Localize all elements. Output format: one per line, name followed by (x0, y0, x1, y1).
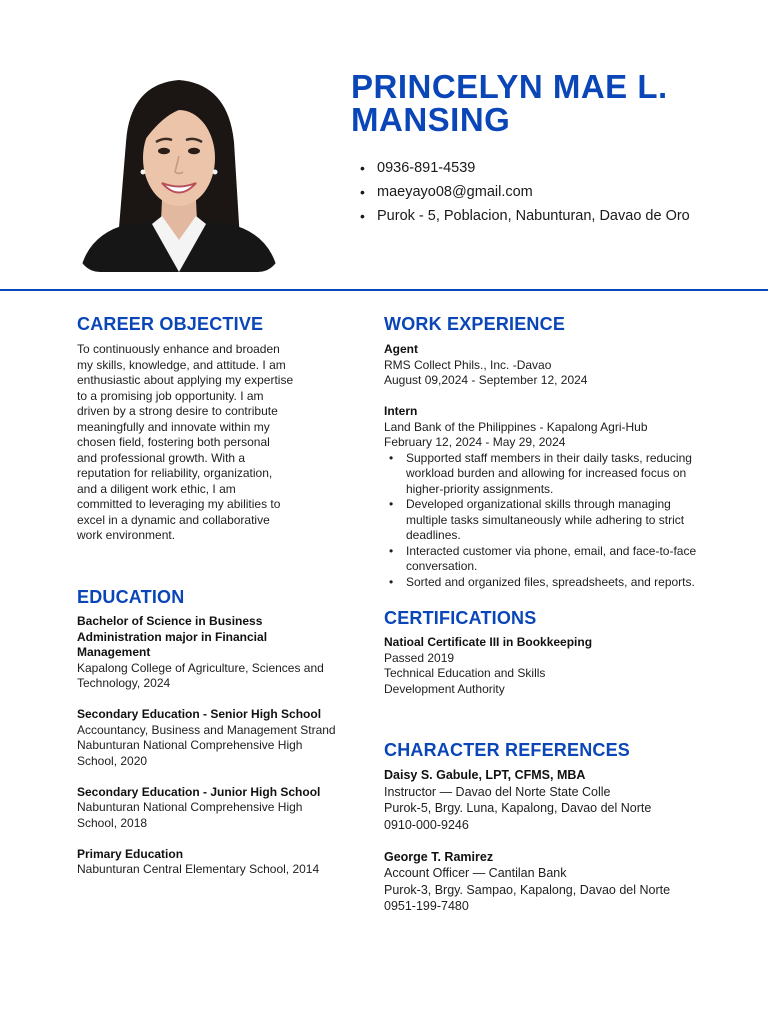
job-dates: February 12, 2024 - May 29, 2024 (384, 435, 566, 449)
education-details: Nabunturan National Comprehensive High School, 2018 (77, 800, 303, 830)
certification-entry (384, 635, 593, 697)
reference-position: Account Officer — Cantilan Bank (384, 866, 567, 880)
career-objective-text: To continuously enhance and broaden my skills, knowledge, and attitude. I am enthusiastic about applying my expertise to a promising job opportunity. I am driven by a strong desire to contribute meaningfully and innovate within my chosen field, fostering both personal and professional growth. With a reputation for reliability, organization, and a diligent work ethic, I am committed to leveraging my abilities to excel in a dynamic and collaborative work environment. (77, 342, 294, 542)
reference-phone: 0910-000-9246 (384, 817, 469, 832)
profile-photo (78, 72, 280, 272)
reference-address: Purok-3, Brgy. Sampao, Kapalong, Davao del Norte (384, 882, 671, 897)
reference-phone: 0951-199-7480 (384, 899, 469, 913)
education-heading: EDUCATION (77, 587, 185, 607)
job-role: Agent (384, 342, 418, 356)
certifications-heading: CERTIFICATIONS (384, 608, 537, 628)
job-duty: • Sorted and organized files, spreadsheets, and reports. (384, 575, 714, 591)
education-entry (77, 785, 339, 832)
job-duty: • Supported staff members in their daily tasks, reducing workload burden and allowing for increased focus on higher-priority assignments. (384, 451, 714, 498)
education-degree: Secondary Education - Senior High School (77, 707, 322, 721)
job-company: RMS Collect Phils., Inc. -Davao (384, 357, 552, 372)
education-details: Kapalong College of Agriculture, Sciences and Technology, 2024 (77, 660, 324, 690)
job-role: Intern (384, 404, 418, 418)
references-heading: CHARACTER REFERENCES (384, 740, 631, 760)
education-degree: Bachelor of Science in Business Administration major in Financial Management (77, 614, 268, 659)
reference-address: Purok-5, Brgy. Luna, Kapalong, Davao del Norte (384, 801, 652, 815)
job-duties (384, 451, 714, 591)
job-dates: August 09,2024 - September 12, 2024 (384, 373, 588, 387)
contact-list (358, 156, 718, 228)
education-degree: Primary Education (77, 846, 184, 861)
job-duty: • Developed organizational skills through managing multiple tasks simultaneously while adhering to strict deadlines. (384, 497, 714, 544)
education-entry (77, 847, 339, 878)
certification-issuer: Technical Education and Skills Development Authority (384, 666, 546, 696)
job-entry (384, 342, 714, 389)
career-objective-heading: CAREER OBJECTIVE (77, 314, 264, 334)
home-address: • Purok - 5, Poblacion, Nabunturan, Davao de Oro (358, 204, 718, 228)
education-degree: Secondary Education - Junior High School (77, 784, 321, 799)
reference-name: Daisy S. Gabule, LPT, CFMS, MBA (384, 768, 586, 782)
education-entry (77, 614, 339, 692)
certification-name: Natioal Certificate III in Bookkeeping (384, 635, 593, 649)
education-entry (77, 707, 339, 769)
references-list (384, 767, 724, 915)
reference-entry (384, 849, 724, 915)
education-details: Accountancy, Business and Management Strand Nabunturan National Comprehensive High School, 2020 (77, 722, 336, 768)
phone-number: • 0936-891-4539 (358, 156, 718, 180)
reference-entry (384, 767, 724, 833)
job-company: Land Bank of the Philippines - Kapalong Agri-Hub (384, 419, 648, 434)
education-details: Nabunturan Central Elementary School, 2014 (77, 862, 320, 876)
work-experience-heading: WORK EXPERIENCE (384, 314, 566, 334)
name-line-2: MANSING (351, 101, 511, 138)
header-divider (0, 289, 768, 291)
reference-position: Instructor — Davao del Norte State Colle (384, 784, 611, 799)
certification-status: Passed 2019 (384, 650, 455, 665)
job-entry (384, 404, 714, 590)
candidate-name (351, 70, 751, 136)
education-list (77, 614, 339, 893)
email-address: • maeyayo08@gmail.com (358, 180, 718, 204)
name-line-1: PRINCELYN MAE L. (351, 68, 668, 105)
reference-name: George T. Ramirez (384, 849, 494, 864)
job-duty: • Interacted customer via phone, email, and face-to-face conversation. (384, 544, 714, 575)
work-experience-list (384, 342, 714, 590)
